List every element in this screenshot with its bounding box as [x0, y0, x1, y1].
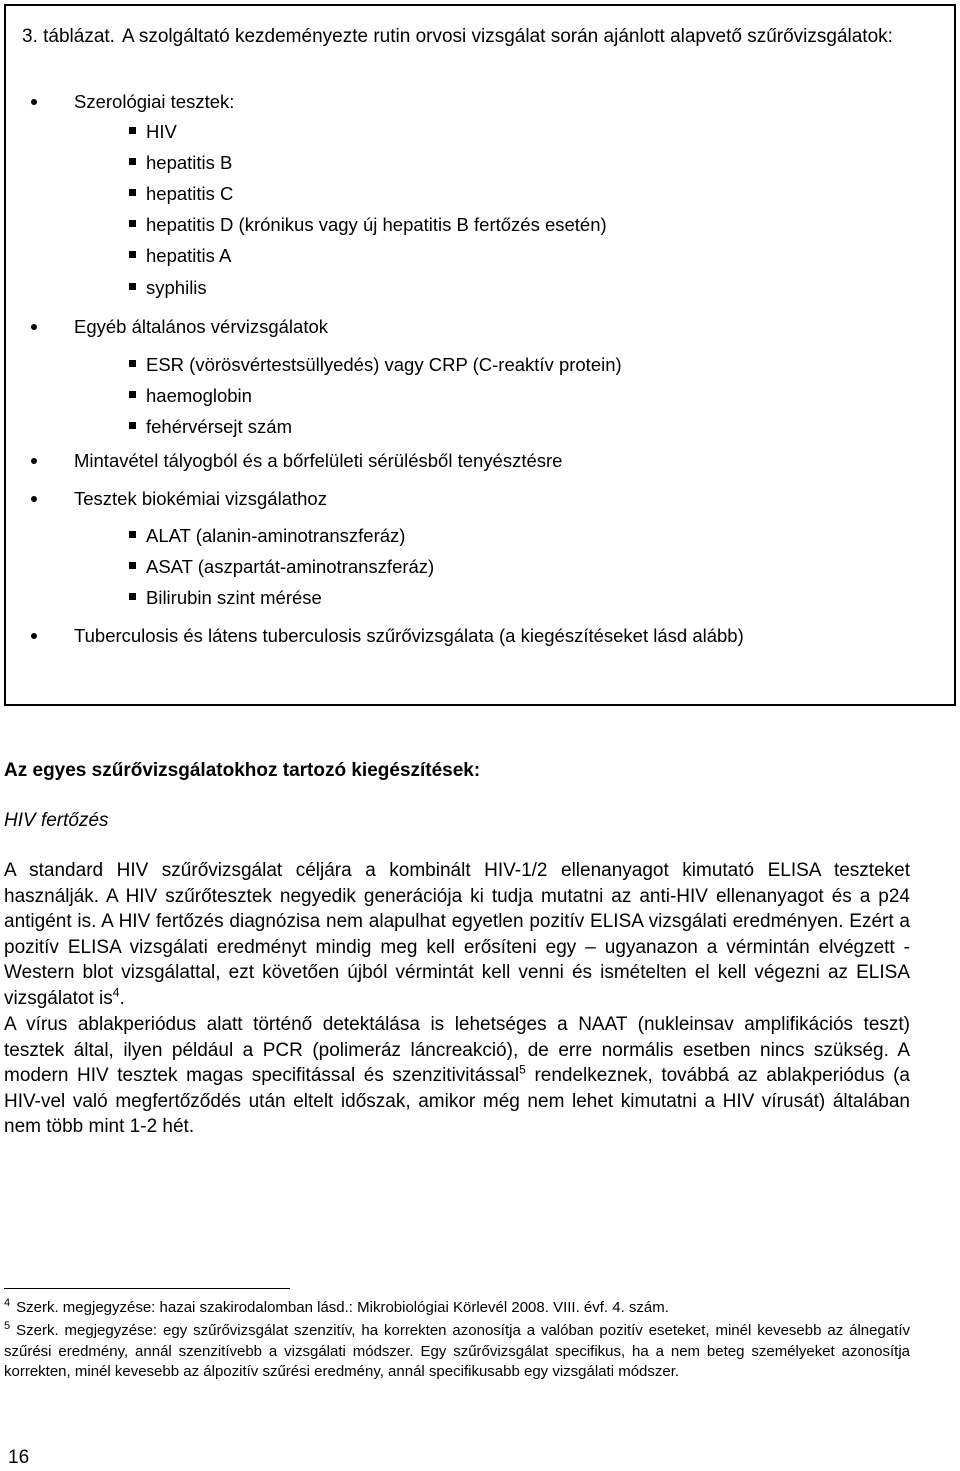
list-item: Bilirubin szint mérése — [146, 587, 322, 609]
section-heading: Az egyes szűrővizsgálatokhoz tartozó kiegészítések: — [4, 760, 481, 781]
group-label: Egyéb általános vérvizsgálatok — [74, 316, 329, 337]
square-bullet-icon — [129, 251, 136, 258]
square-bullet-icon — [129, 562, 136, 569]
list-item — [74, 625, 744, 647]
list-item: haemoglobin — [146, 385, 252, 407]
group-label: Tuberculosis és látens tuberculosis szűrővizsgálata (a kiegészítéseket lásd alább) — [74, 625, 744, 646]
list-item: ESR (vörösvértestsüllyedés) vagy CRP (C-reaktív protein) — [146, 354, 622, 376]
list-item: hepatitis A — [146, 245, 231, 267]
group-label: Mintavétel tályogból és a bőrfelületi sérülésből tenyésztésre — [74, 450, 563, 471]
footnote-5: $^5$ Szerk. megjegyzése: egy szűrővizsgálat szenzitív, ha korrekten azonosítja a valóban pozitív eseteket, minél kevesebb az álnegatív szűrési eredmény, annál szenzitívebb a vizsgálati módszer. Egy szűrővizsgálat specifikus, ha a nem beteg személyeket azonosítja korrekten, minél kevesebb az álpozitív szűrési eredmény, annál specifikusabb egy vizsgálati módszer. — [4, 1320, 910, 1380]
square-bullet-icon — [129, 158, 136, 165]
table-caption — [22, 22, 922, 52]
page-number: 16 — [8, 1447, 30, 1468]
bullet-icon — [31, 633, 37, 639]
list-item: fehérvérsejt szám — [146, 416, 292, 438]
square-bullet-icon — [129, 283, 136, 290]
paragraph-hiv-screening: A standard HIV szűrővizsgálat céljára a kombinált HIV-1/2 ellenanyagot kimutató ELISA teszteket használják. A HIV szűrőtesztek negyedik generációja ki tudja mutatni az anti-HIV ellenanyagot és a p24 antigént is. A HIV fertőzés diagnózisa nem alapulhat egyetlen pozitív ELISA vizsgálati eredményen. Ezért a pozitív ELISA vizsgálati eredményt mindig meg kell erősíteni egy – ugyanazon a vérmintán elvégzett - Western blot vizsgálattal, ezt követően újból vérmintát kell venni és ismételten el kell végezni az ELISA vizsgálatot $is^4$. — [4, 860, 910, 1009]
list-item — [74, 91, 234, 113]
footnote-ref-4[interactable]: 4 — [112, 985, 120, 1000]
square-bullet-icon — [129, 422, 136, 429]
table-caption-number: 3. táblázat. — [22, 26, 115, 47]
table-caption-text: A szolgáltató kezdeményezte rutin orvosi vizsgálat során ajánlott alapvető szűrővizsgálatok: — [121, 26, 893, 47]
list-item: ASAT (aszpartát-aminotranszferáz) — [146, 556, 434, 578]
list-item: hepatitis C — [146, 183, 233, 205]
footnote-divider — [4, 1288, 290, 1289]
group-label: Tesztek biokémiai vizsgálathoz — [74, 488, 327, 509]
list-item — [74, 450, 562, 472]
square-bullet-icon — [129, 127, 136, 134]
list-item — [74, 488, 327, 510]
paragraph-window-period: A vírus ablakperiódus alatt történő detektálása is lehetséges a NAAT (nukleinsav amplifikációs teszt) tesztek által, ilyen például a PCR (polimeráz láncreakció), de erre normális esetben nincs szükség. A modern HIV tesztek magas specifitással és szenzitivitással$^5$ rendelkeznek, továbbá az ablakperiódus (a HIV-vel való megfertőződés után eltelt időszak, amikor még nem lehet kimutatni a HIV vírusát) általában nem több mint 1-2 hét. — [4, 1014, 910, 1138]
square-bullet-icon — [129, 593, 136, 600]
list-item — [74, 316, 328, 338]
list-item: ALAT (alanin-aminotranszferáz) — [146, 525, 405, 547]
bullet-icon — [31, 458, 37, 464]
square-bullet-icon — [129, 189, 136, 196]
subheading: HIV fertőzés — [4, 810, 109, 831]
list-item: hepatitis B — [146, 152, 232, 174]
square-bullet-icon — [129, 391, 136, 398]
square-bullet-icon — [129, 220, 136, 227]
bullet-icon — [31, 324, 37, 330]
group-label: Szerológiai tesztek: — [74, 91, 235, 112]
list-item: syphilis — [146, 277, 207, 299]
footnote-ref-5[interactable]: 5 — [519, 1062, 526, 1077]
bullet-icon — [31, 99, 37, 105]
list-item: hepatitis D (krónikus vagy új hepatitis B fertőzés esetén) — [146, 214, 607, 236]
bullet-icon — [31, 496, 37, 502]
footnote-4: $^4$ Szerk. megjegyzése: hazai szakirodalomban lásd.: Mikrobiológiai Körlevél 2008. VIII. évf. 4. szám. — [4, 1297, 669, 1316]
square-bullet-icon — [129, 360, 136, 367]
list-item: HIV — [146, 121, 177, 143]
square-bullet-icon — [129, 531, 136, 538]
